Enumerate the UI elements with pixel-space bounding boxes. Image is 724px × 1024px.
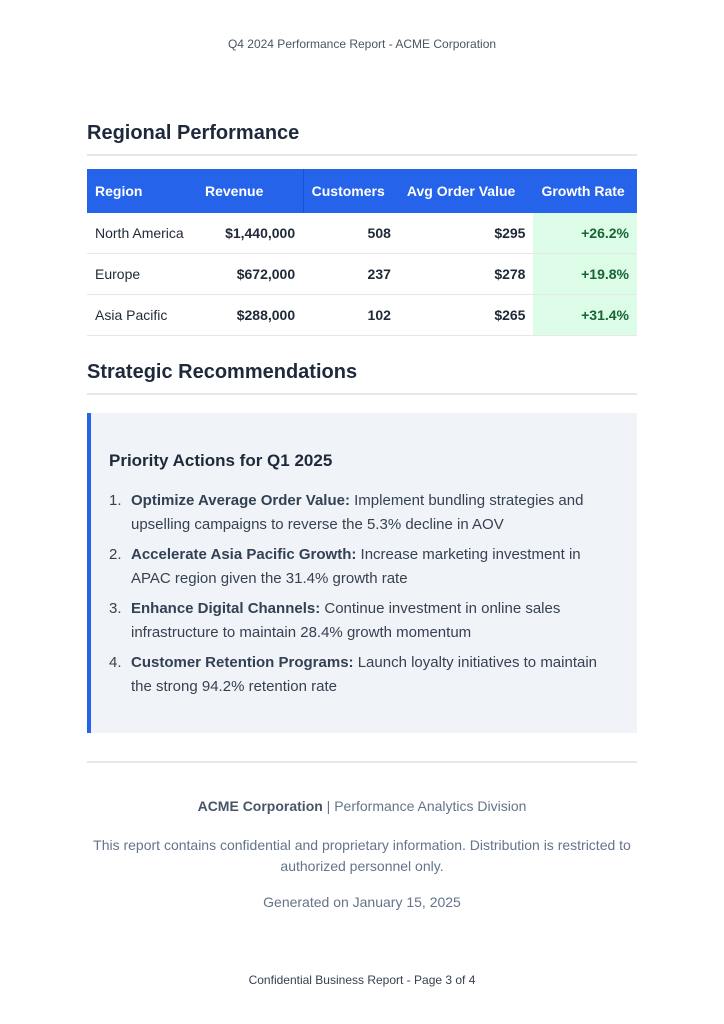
cell-avg-order-value: $278 [399, 254, 534, 295]
cell-growth-rate: +26.2% [533, 213, 637, 254]
table-header-row [87, 169, 637, 213]
footer-organization-line [87, 798, 637, 814]
list-item-text: Continue investment in online sales infrastructure to maintain 28.4% growth momentum [131, 600, 561, 641]
cell-region: North America [87, 213, 197, 254]
cell-revenue: $1,440,000 [197, 213, 303, 254]
table-row [87, 213, 637, 254]
list-item-heading: Accelerate Asia Pacific Growth: [131, 546, 357, 563]
cell-growth-rate: +31.4% [533, 295, 637, 336]
list-item-number: 2. [109, 546, 122, 563]
page-header: Q4 2024 Performance Report - ACME Corporation [227, 37, 497, 51]
column-header-region: Region [87, 169, 197, 213]
cell-growth-rate: +19.8% [533, 254, 637, 295]
list-item-number: 4. [109, 654, 122, 671]
table-row [87, 254, 637, 295]
cell-avg-order-value: $295 [399, 213, 534, 254]
cell-region: Asia Pacific [87, 295, 197, 336]
priority-actions-title: Priority Actions for Q1 2025 [109, 451, 333, 470]
footer-confidentiality-notice: This report contains confidential and proprietary information. Distribution is restricted to authorized personnel only. [93, 837, 631, 874]
page-footer: Confidential Business Report - Page 3 of 4 [248, 973, 476, 987]
column-header-customers: Customers [303, 169, 399, 213]
list-item-number: 1. [109, 492, 122, 509]
list-item-number: 3. [109, 600, 122, 617]
footer-org-name: ACME Corporation [197, 798, 323, 814]
cell-customers: 102 [303, 295, 399, 336]
priority-actions-box [87, 413, 637, 733]
regional-performance-title: Regional Performance [87, 122, 637, 156]
list-item [109, 489, 619, 537]
cell-avg-order-value: $265 [399, 295, 534, 336]
footer-generated-date: Generated on January 15, 2025 [263, 894, 461, 910]
list-item-text: Increase marketing investment in APAC region given the 31.4% growth rate [131, 546, 581, 587]
footer-divider [87, 761, 637, 763]
column-header-revenue: Revenue [197, 169, 303, 213]
cell-region: Europe [87, 254, 197, 295]
cell-customers: 237 [303, 254, 399, 295]
list-item [109, 543, 619, 591]
list-item-text: Implement bundling strategies and upselling campaigns to reverse the 5.3% decline in AOV [131, 492, 584, 533]
list-item-heading: Optimize Average Order Value: [131, 492, 350, 509]
list-item-text: Launch loyalty initiatives to maintain the strong 94.2% retention rate [131, 654, 598, 695]
strategic-recommendations-title: Strategic Recommendations [87, 361, 637, 395]
column-header-growth-rate: Growth Rate [533, 169, 637, 213]
list-item-heading: Enhance Digital Channels: [131, 600, 321, 617]
cell-customers: 508 [303, 213, 399, 254]
priority-actions-list [109, 489, 619, 705]
list-item [109, 597, 619, 645]
cell-revenue: $672,000 [197, 254, 303, 295]
table-row [87, 295, 637, 336]
cell-revenue: $288,000 [197, 295, 303, 336]
list-item-heading: Customer Retention Programs: [131, 654, 354, 671]
footer-division: | Performance Analytics Division [322, 798, 527, 814]
regional-performance-table [87, 169, 637, 336]
list-item [109, 651, 619, 699]
column-header-avg-order-value: Avg Order Value [399, 169, 534, 213]
